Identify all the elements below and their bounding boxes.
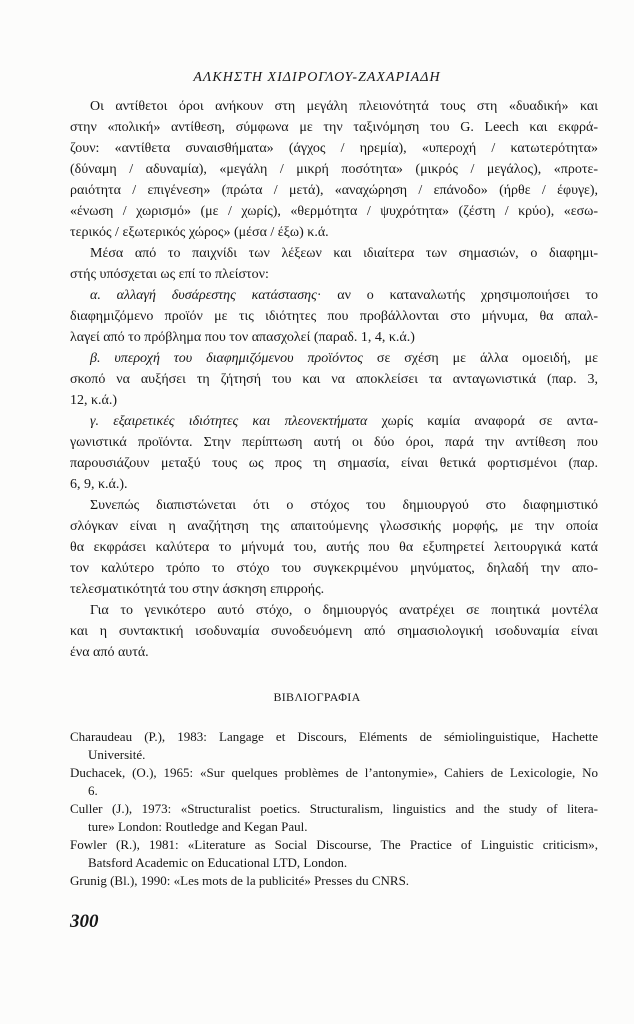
bibliography-line: Duchacek, (O.), 1965: «Sur quelques problèmes de l’antonymie», Cahiers de Lexicologie, No: [70, 765, 598, 780]
bibliography-line: ture» London: Routledge and Kegan Paul.: [88, 819, 308, 834]
text-line: τον καλύτερο τρόπο το στόχο του συγκεκριμένου μηνύματος, δηλαδή την απο-: [70, 561, 598, 576]
text-line: Για το γενικότερο αυτό στόχο, ο δημιουργός ανατρέχει σε ποιητικά μοντέλα: [90, 603, 598, 618]
text-line: διαφημιζόμενο προϊόν με τις ιδιότητες που προβάλλονται στο μήνυμα, θα απαλ-: [70, 309, 598, 324]
bibliography-line: Université.: [88, 747, 146, 762]
text-line: τελεσματικότητά του στην άσκηση επιρροής.: [70, 582, 325, 597]
bibliography-line: Fowler (R.), 1981: «Literature as Social Discourse, The Practice of Linguistic criticism»,: [70, 837, 598, 852]
emphasized-term: γ. εξαιρετικές ιδιότητες και πλεονεκτήματα: [90, 414, 368, 429]
text-line: ραιότητα / επιγένεση» (πρώτα / μετά), «αναχώρηση / επάνοδο» (ήρθε / έφυγε),: [70, 183, 598, 198]
text-line: [70, 285, 598, 306]
text-line: θα εκφράσει καλύτερα το μήνυμά του, αυτής που θα εξυπηρετεί λειτουργικά κατά: [70, 540, 598, 555]
paragraph-6: [70, 495, 598, 600]
paragraph-2: [70, 243, 598, 285]
text-line: Οι αντίθετοι όροι ανήκουν στη μεγάλη πλειονότητά τους στη «δυαδική» και: [90, 99, 598, 114]
bibliography-entry: [70, 872, 598, 890]
text-line: στην «πολική» αντίθεση, σύμφωνα με την ταξινόμηση του G. Leech και εκφρά-: [70, 120, 598, 135]
text-line: Συνεπώς διαπιστώνεται ότι ο στόχος του δημιουργού στο διαφημιστικό: [90, 498, 598, 513]
text-line: [70, 411, 598, 432]
bibliography-heading: ΒΙΒΛΙΟΓΡΑΦΙΑ: [273, 690, 361, 704]
bibliography-entry: [70, 836, 598, 872]
emphasized-term: β. υπεροχή του διαφημιζόμενου προϊόντος: [90, 351, 363, 366]
text-line: «ένωση / χωρισμό» (με / χωρίς), «θερμότητα / ψυχρότητα» (ζέστη / κρύο), «εσω-: [70, 204, 598, 219]
line-text: σε σχέση με άλλα ομοειδή, με: [363, 351, 598, 366]
line-text: χωρίς καμία αναφορά σε αντα-: [367, 414, 598, 429]
bibliography-entry: [70, 800, 598, 836]
text-line: γωνιστικά προϊόντα. Στην περίπτωση αυτή οι δύο όροι, παρά την αντίθεση που: [70, 435, 598, 450]
text-line: στής υπόσχεται ως επί το πλείστον:: [70, 267, 269, 282]
text-line: σλόγκαν είναι η αναζήτηση της απαιτούμενης γλωσσικής μορφής, με την οποία: [70, 519, 598, 534]
emphasized-term: α. αλλαγή δυσάρεστης κατάστασης: [90, 288, 317, 303]
bibliography-list: [70, 728, 598, 890]
bibliography-entry: [70, 728, 598, 764]
paragraph-4: [70, 348, 598, 411]
text-line: ένα από αυτά.: [70, 645, 149, 660]
text-line: τερικός / εξωτερικός χώρος» (μέσα / έξω) κ.ά.: [70, 225, 329, 240]
body-text: [70, 96, 598, 663]
text-line: λαγεί από το πρόβλημα που τον απασχολεί (παραδ. 1, 4, κ.ά.): [70, 330, 415, 345]
bibliography-line: 6.: [88, 783, 98, 798]
bibliography-line: Grunig (Bl.), 1990: «Les mots de la publicité» Presses du CNRS.: [70, 873, 410, 888]
paragraph-7: [70, 600, 598, 663]
page-number: 300: [70, 911, 99, 932]
text-line: (δύναμη / αδυναμία), «μεγάλη / μικρή ποσότητα» (μικρός / μεγάλος), «προτε-: [70, 162, 598, 177]
running-head: ΑΛΚΗΣΤΗ ΧΙΔΙΡΟΓΛΟΥ-ΖΑΧΑΡΙΑΔΗ: [193, 70, 441, 85]
text-line: και η συντακτική ισοδυναμία συνοδευόμενη από σημασιολογική ισοδυναμία είναι: [70, 624, 598, 639]
text-line: Μέσα από το παιχνίδι των λέξεων και ιδιαίτερα των σημασιών, ο διαφημι-: [90, 246, 598, 261]
paragraph-5: [70, 411, 598, 495]
text-line: σκοπό να αυξήσει τη ζήτησή του και να αποκλείσει τα ανταγωνιστικά (παρ. 3,: [70, 372, 598, 387]
paragraph-3: [70, 285, 598, 348]
text-line: 12, κ.ά.): [70, 393, 118, 408]
bibliography-line: Culler (J.), 1973: «Structuralist poetics. Structuralism, linguistics and the study of litera-: [70, 801, 598, 816]
text-line: παρουσιάζουν μεταξύ τους ως προς τη σημασία, είναι θετικά φορτισμένοι (παρ.: [70, 456, 598, 471]
bibliography-entry: [70, 764, 598, 800]
text-line: 6, 9, κ.ά.).: [70, 477, 128, 492]
text-line: ζουν: «αντίθετα συναισθήματα» (άγχος / ηρεμία), «υπεροχή / κατωτερότητα»: [70, 141, 598, 156]
bibliography-line: Charaudeau (P.), 1983: Langage et Discours, Eléments de sémiolinguistique, Hachette: [70, 729, 598, 744]
line-text: · αν ο καταναλωτής χρησιμοποιήσει το: [316, 288, 598, 303]
paragraph-1: [70, 96, 598, 243]
text-line: [70, 348, 598, 369]
bibliography-line: Batsford Academic on Educational LTD, London.: [88, 855, 348, 870]
